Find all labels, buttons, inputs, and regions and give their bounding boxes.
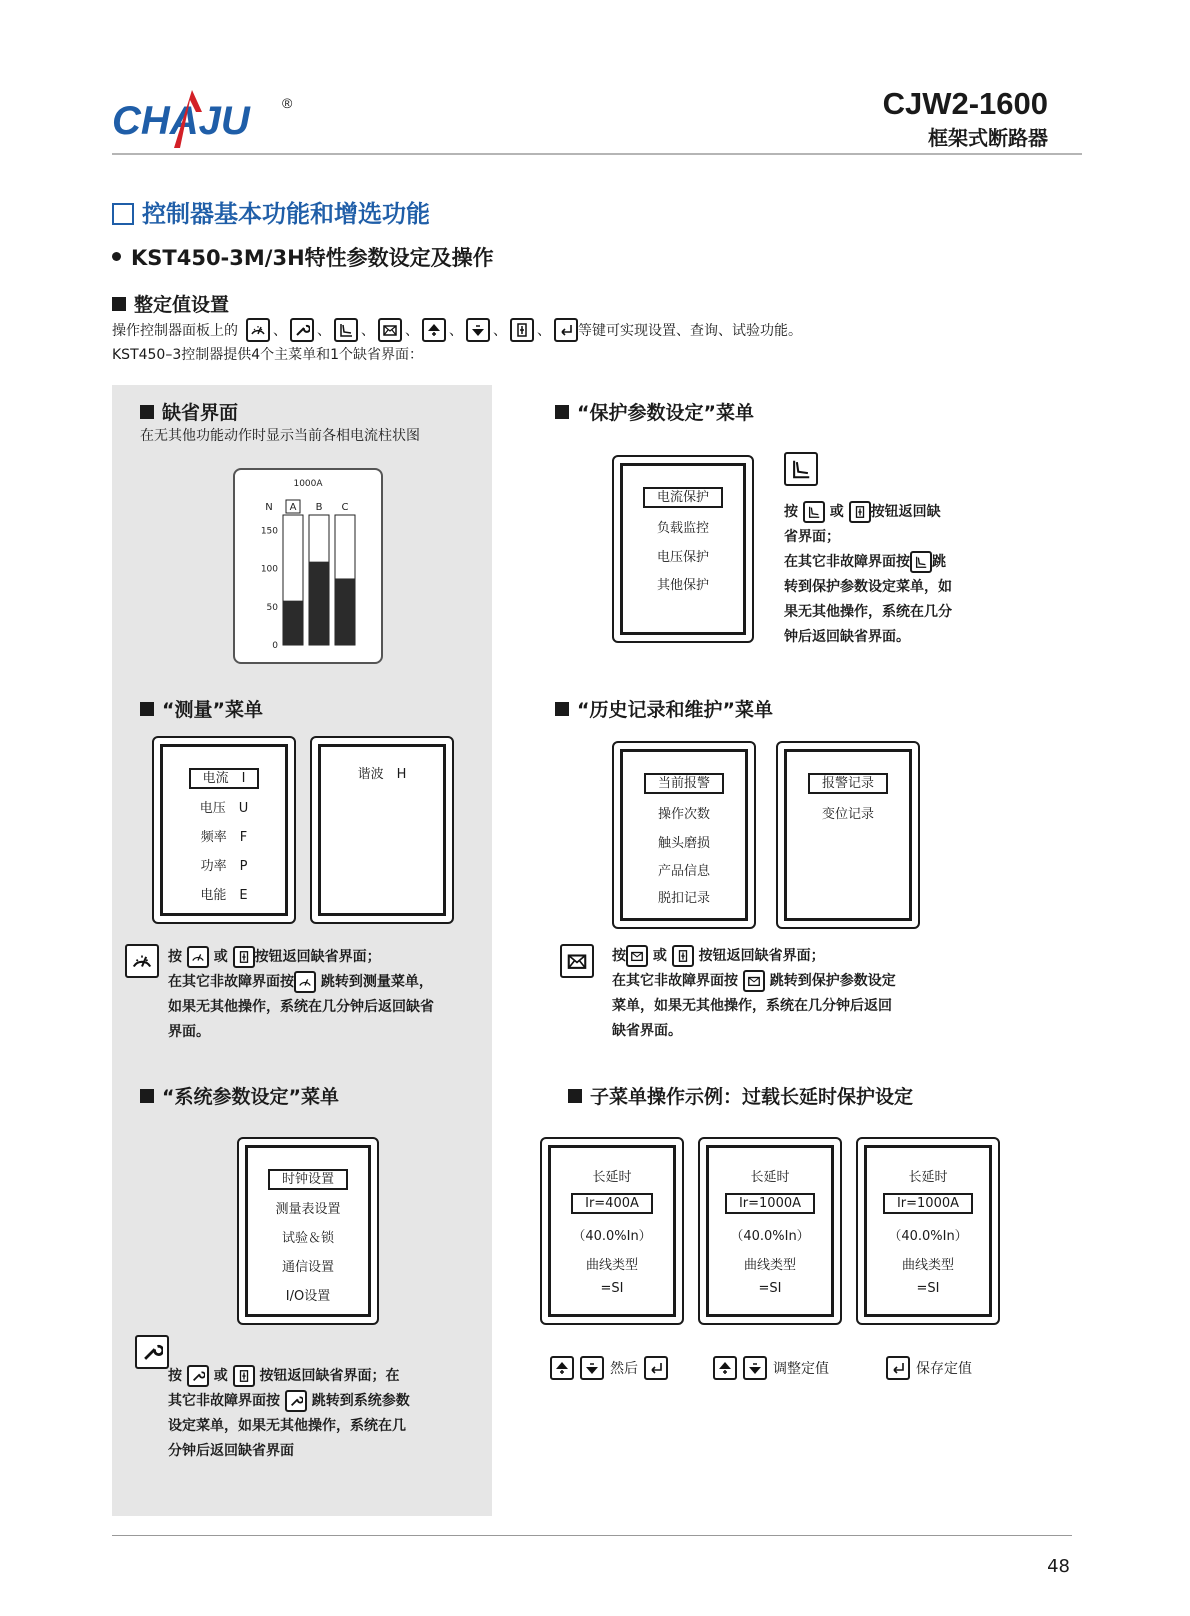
menu-item[interactable]: 频率 F bbox=[200, 830, 248, 845]
curve-key-icon[interactable] bbox=[803, 501, 825, 523]
submenu-screen-3 bbox=[856, 1137, 1000, 1325]
menu-item[interactable]: 脱扣记录 bbox=[657, 891, 710, 906]
header-divider bbox=[112, 153, 1082, 155]
default-screen-title: 缺省界面 bbox=[140, 398, 238, 425]
screen-line: =SI bbox=[600, 1281, 624, 1296]
wrench-key-icon[interactable] bbox=[187, 1365, 209, 1387]
bullet-icon bbox=[112, 252, 121, 261]
screen-value[interactable]: Ir=1000A bbox=[709, 1196, 831, 1211]
screen-line: =SI bbox=[758, 1281, 782, 1296]
checkbox-square-icon bbox=[112, 203, 134, 225]
model-subtitle: 框架式断路器 bbox=[928, 126, 1048, 150]
chart-title: 1000A bbox=[293, 479, 323, 489]
history-menu-screen bbox=[612, 741, 756, 929]
square-bullet-icon bbox=[112, 297, 126, 311]
menu-item[interactable]: 操作次数 bbox=[657, 807, 710, 822]
measure-menu-title: “测量”菜单 bbox=[140, 695, 263, 722]
measure-menu-desc: 按 或 按钮返回缺省界面； 在其它非故障界面按 跳转到测量菜单， 如果无其他操作，系统在几分钟后返回缺省 界面。 bbox=[168, 945, 434, 1045]
screen-line: （40.0%In） bbox=[730, 1229, 810, 1244]
bar-B bbox=[309, 562, 329, 645]
exit-key-icon[interactable] bbox=[849, 501, 871, 523]
down-key-icon[interactable] bbox=[466, 318, 490, 342]
logo-text: CHAJU bbox=[112, 99, 250, 143]
menu-item[interactable]: 电流 I bbox=[163, 767, 285, 786]
menu-item[interactable]: 其他保护 bbox=[656, 578, 709, 593]
current-bar-chart bbox=[233, 468, 383, 664]
wrench-key-icon[interactable] bbox=[285, 1390, 307, 1412]
menu-item[interactable]: 产品信息 bbox=[657, 864, 710, 879]
enter-key-icon[interactable] bbox=[886, 1356, 910, 1380]
step-label: 保存定值 bbox=[916, 1361, 972, 1377]
curve-key-icon[interactable] bbox=[334, 318, 358, 342]
category-label: N bbox=[265, 502, 273, 513]
setting-title: 整定值设置 bbox=[112, 290, 229, 317]
menu-item[interactable]: 负载监控 bbox=[656, 521, 709, 536]
up-key-icon[interactable] bbox=[713, 1356, 737, 1380]
square-bullet-icon bbox=[140, 702, 154, 716]
screen-line: （40.0%In） bbox=[572, 1229, 652, 1244]
wrench-key-icon[interactable] bbox=[290, 318, 314, 342]
meter-key-icon[interactable] bbox=[125, 944, 159, 978]
square-bullet-icon bbox=[140, 1089, 154, 1103]
menu-item[interactable]: 试验＆锁 bbox=[281, 1231, 334, 1246]
square-bullet-icon bbox=[555, 405, 569, 419]
keys-row: 操作控制器面板上的 、 、 、 、 、 、 、 等键可实现设置、查询、试验功能。 bbox=[112, 317, 802, 343]
curve-key-icon[interactable] bbox=[910, 551, 932, 573]
envelope-key-icon[interactable] bbox=[378, 318, 402, 342]
envelope-key-icon[interactable] bbox=[626, 945, 648, 967]
menu-item[interactable]: 通信设置 bbox=[281, 1260, 334, 1275]
menu-item[interactable]: 电压保护 bbox=[656, 550, 709, 565]
measure-menu-screen-2 bbox=[310, 736, 454, 924]
meter-key-icon[interactable] bbox=[187, 946, 209, 968]
meter-key-icon[interactable] bbox=[246, 318, 270, 342]
exit-key-icon[interactable] bbox=[233, 1365, 255, 1387]
model-number: CJW2-1600 bbox=[882, 86, 1048, 121]
enter-key-icon[interactable] bbox=[644, 1356, 668, 1380]
square-bullet-icon bbox=[568, 1089, 582, 1103]
keys-suffix: 等键可实现设置、查询、试验功能。 bbox=[578, 323, 802, 339]
system-menu-desc: 按 或 按钮返回缺省界面；在 其它非故障界面按 跳转到系统参数 设定菜单，如果无其他操作，系统在几 分钟后返回缺省界面 bbox=[168, 1364, 410, 1464]
step-1-controls bbox=[550, 1356, 668, 1380]
screen-line: 长延时 bbox=[750, 1170, 790, 1185]
y-tick-label: 100 bbox=[260, 564, 278, 575]
menu-item[interactable]: 变位记录 bbox=[821, 807, 874, 822]
protect-menu-title: “保护参数设定”菜单 bbox=[555, 398, 754, 425]
submenu-screen-1 bbox=[540, 1137, 684, 1325]
default-screen-desc: 在无其他功能动作时显示当前各相电流柱状图 bbox=[140, 428, 420, 444]
registered-mark: ® bbox=[282, 95, 293, 111]
y-tick-label: 150 bbox=[260, 526, 278, 537]
down-key-icon[interactable] bbox=[743, 1356, 767, 1380]
chaju-logo bbox=[112, 88, 312, 158]
enter-key-icon[interactable] bbox=[554, 318, 578, 342]
history-menu-title: “历史记录和维护”菜单 bbox=[555, 695, 773, 722]
category-label: B bbox=[315, 502, 323, 513]
history-menu-desc: 按 或 按钮返回缺省界面； 在其它非故障界面按 跳转到保护参数设定 菜单，如果无其他操作，系统在几分钟后返回 缺省界面。 bbox=[612, 944, 896, 1044]
exit-key-icon[interactable] bbox=[510, 318, 534, 342]
system-menu-title: “系统参数设定”菜单 bbox=[140, 1082, 339, 1109]
step-2-controls bbox=[713, 1356, 829, 1380]
screen-line: 曲线类型 bbox=[743, 1258, 796, 1273]
submenu-example-title: 子菜单操作示例：过载长延时保护设定 bbox=[568, 1082, 913, 1109]
menu-item[interactable]: 报警记录 bbox=[787, 772, 909, 791]
sub-title: KST450-3M/3H特性参数设定及操作 bbox=[112, 242, 494, 272]
screen-line: （40.0%In） bbox=[888, 1229, 968, 1244]
wrench-key-icon[interactable] bbox=[135, 1335, 169, 1369]
envelope-key-icon[interactable] bbox=[560, 944, 594, 978]
protect-menu-desc: 按 或 按钮返回缺 省界面； 在其它非故障界面按 跳 转到保护参数设定菜单，如 果无其他操作，系统在几分 钟后返回缺省界面。 bbox=[784, 500, 952, 650]
menu-item[interactable]: 谐波 H bbox=[357, 767, 407, 782]
history-menu-screen-2 bbox=[776, 741, 920, 929]
category-label: C bbox=[341, 502, 349, 513]
section-title: 控制器基本功能和增选功能 bbox=[112, 194, 430, 229]
up-key-icon[interactable] bbox=[550, 1356, 574, 1380]
envelope-key-icon[interactable] bbox=[743, 970, 765, 992]
y-tick-label: 50 bbox=[266, 602, 278, 613]
menu-item[interactable]: 时钟设置 bbox=[248, 1168, 368, 1187]
menu-item[interactable]: 触头磨损 bbox=[657, 836, 710, 851]
page-number: 48 bbox=[1047, 1556, 1070, 1577]
y-tick-label: 0 bbox=[272, 641, 278, 651]
protect-menu-screen bbox=[612, 455, 754, 643]
step-label: 调整定值 bbox=[773, 1361, 829, 1377]
screen-line: 曲线类型 bbox=[901, 1258, 954, 1273]
screen-value[interactable]: Ir=1000A bbox=[867, 1196, 989, 1211]
exit-key-icon[interactable] bbox=[233, 946, 255, 968]
curve-key-icon[interactable] bbox=[784, 452, 818, 486]
menu-item[interactable]: 测量表设置 bbox=[275, 1202, 341, 1217]
keys-prefix: 操作控制器面板上的 bbox=[112, 323, 238, 339]
category-label: A bbox=[289, 502, 297, 513]
chart-svg bbox=[235, 470, 381, 662]
exit-key-icon[interactable] bbox=[672, 945, 694, 967]
screen-line: 长延时 bbox=[592, 1170, 632, 1185]
menu-item[interactable]: 功率 P bbox=[200, 859, 248, 874]
screen-line: =SI bbox=[916, 1281, 940, 1296]
screen-line: 长延时 bbox=[908, 1170, 948, 1185]
submenu-screen-2 bbox=[698, 1137, 842, 1325]
down-key-icon[interactable] bbox=[580, 1356, 604, 1380]
setting-line2: KST450–3控制器提供4个主菜单和1个缺省界面： bbox=[112, 347, 424, 363]
square-bullet-icon bbox=[140, 405, 154, 419]
system-menu-screen bbox=[237, 1137, 379, 1325]
bar-A bbox=[283, 601, 303, 645]
menu-item[interactable]: 电压 U bbox=[199, 801, 249, 816]
menu-item[interactable]: I/O设置 bbox=[285, 1289, 331, 1304]
measure-menu-screen bbox=[152, 736, 296, 924]
meter-key-icon[interactable] bbox=[294, 971, 316, 993]
screen-line: 曲线类型 bbox=[585, 1258, 638, 1273]
screen-value[interactable]: Ir=400A bbox=[551, 1196, 673, 1211]
menu-item[interactable]: 电能 E bbox=[200, 888, 248, 903]
menu-item[interactable]: 电流保护 bbox=[623, 486, 743, 505]
bar-C bbox=[335, 578, 355, 645]
menu-item[interactable]: 当前报警 bbox=[623, 772, 745, 791]
footer-divider bbox=[112, 1535, 1072, 1536]
square-bullet-icon bbox=[555, 702, 569, 716]
up-key-icon[interactable] bbox=[422, 318, 446, 342]
step-3-controls bbox=[886, 1356, 972, 1380]
step-label: 然后 bbox=[610, 1361, 638, 1377]
